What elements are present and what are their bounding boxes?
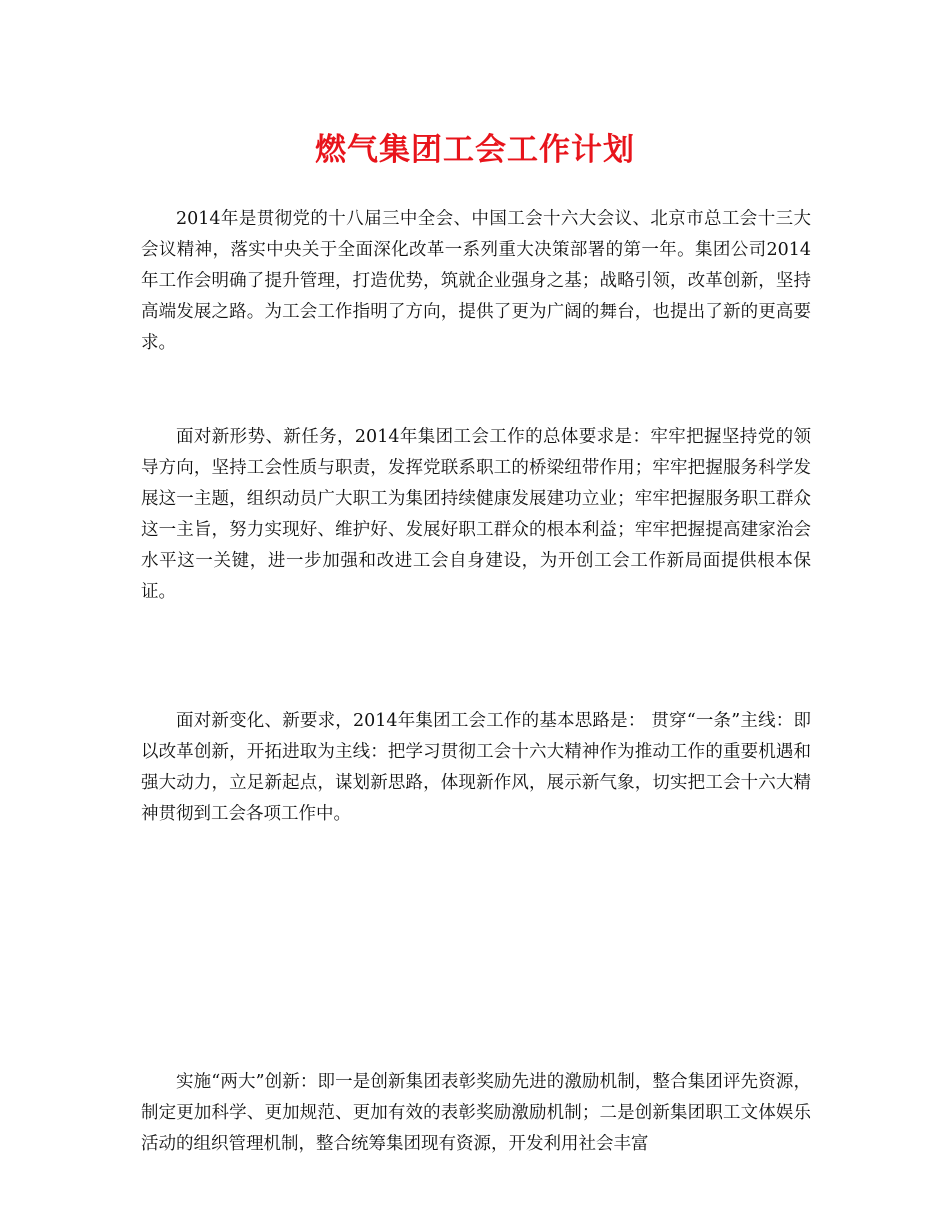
paragraph-2: 面对新形势、新任务，2014年集团工会工作的总体要求是：牢牢把握坚持党的领导方向，坚持工会性质与职责，发挥党联系职工的桥梁纽带作用；牢牢把握服务科学发展这一主题，组织动员广大职工为集团持续健康发展建功立业；牢牢把握服务职工群众这一主旨，努力实现好、维护好、发展好职工群众的根本利益；牢牢把握提高建家治会水平这一关键，进一步加强和改进工会自身建设，为开创工会工作新局面提供根本保证。 xyxy=(141,427,811,602)
paragraph-4: 实施“两大”创新：即一是创新集团表彰奖励先进的激励机制，整合集团评先资源，制定更加科学、更加规范、更加有效的表彰奖励激励机制；二是创新集团职工文体娱乐活动的组织管理机制，整合统筹集团现有资源，开发利用社会丰富 xyxy=(141,1072,811,1154)
paragraph-3: 面对新变化、新要求，2014年集团工会工作的基本思路是： 贯穿“一条”主线：即以改革创新，开拓进取为主线：把学习贯彻工会十六大精神作为推动工作的重要机遇和强大动力，立足新起点，谋划新思路，体现新作风，展示新气象，切实把工会十六大精神贯彻到工会各项工作中。 xyxy=(141,711,811,824)
document-title: 燃气集团工会工作计划 xyxy=(315,132,635,168)
paragraph-1: 2014年是贯彻党的十八届三中全会、中国工会十六大会议、北京市总工会十三大会议精神，落实中央关于全面深化改革一系列重大决策部署的第一年。集团公司2014年工作会明确了提升管理，打造优势，筑就企业强身之基；战略引领，改革创新，坚持高端发展之路。为工会工作指明了方向，提供了更为广阔的舞台，也提出了新的更高要求。 xyxy=(141,209,811,353)
